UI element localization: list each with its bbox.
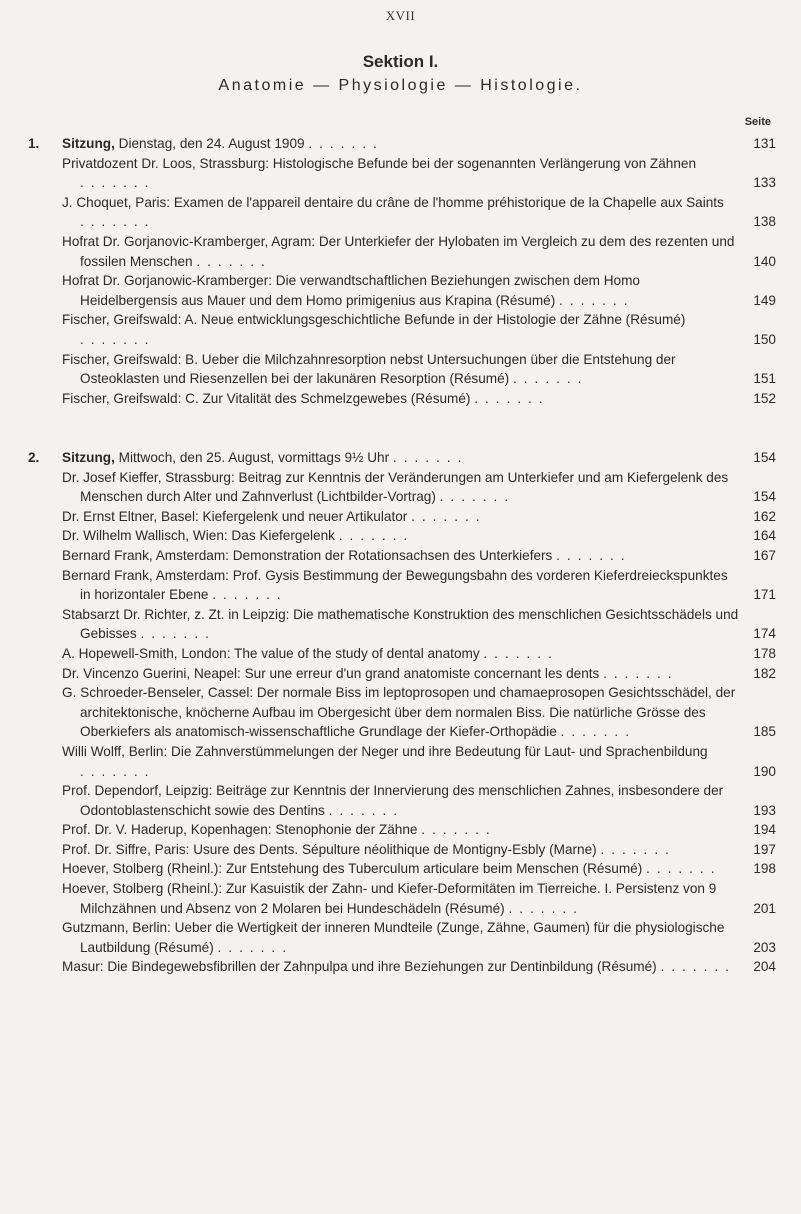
entry-title: Mittwoch, den 25. August, vormittags 9½ Uhr	[118, 450, 393, 465]
toc-entry	[28, 781, 776, 820]
toc-entry	[28, 820, 776, 840]
entry-text	[62, 605, 740, 644]
entry-page-number: 154	[753, 450, 776, 465]
toc-entry	[28, 310, 776, 349]
entry-page-number: 138	[753, 214, 776, 230]
entry-title: Fischer, Greifswald: B. Ueber die Milchzahnresorption nebst Untersuchungen über die Entstehung der Osteoklasten und Riesenzellen bei der lakunären Resorption (Résumé)	[62, 351, 676, 387]
entry-page-number: 185	[753, 724, 776, 740]
page-number: XVII	[385, 8, 416, 23]
leader-dots: .......	[328, 802, 405, 818]
entry-page-number: 150	[753, 331, 776, 347]
entry-page-number: 131	[753, 136, 776, 151]
toc-entry	[28, 840, 776, 860]
entry-text	[62, 742, 740, 781]
leader-dots: .......	[483, 645, 559, 661]
leader-dots: .......	[556, 547, 632, 563]
entry-page-number: 164	[753, 528, 776, 544]
entry-text	[62, 448, 740, 468]
leader-dots: .......	[411, 508, 487, 524]
entry-title: G. Schroeder-Benseler, Cassel: Der normale Biss im leptoprosopen und chamaeprosopen Gesichtsschädel, der architektonische, knöcherne Aufbau im Obergesicht über dem normalen Biss. Die natürliche Grösse des Oberkiefers als anatomisch-wissenschaftliche Grundlage der Kiefer-Orthopädie	[62, 685, 736, 740]
session-number: 2.	[28, 450, 40, 465]
entry-title: J. Choquet, Paris: Examen de l'appareil dentaire du crâne de l'homme préhistorique de la Chapelle aux Saints	[62, 194, 724, 210]
leader-dots: .......	[308, 136, 384, 151]
entry-page-number: 194	[753, 822, 776, 838]
entry-page-number: 193	[753, 802, 776, 818]
session-heading	[28, 134, 776, 154]
toc-entry	[28, 644, 776, 664]
entry-title: Willi Wolff, Berlin: Die Zahnverstümmelungen der Neger und ihre Bedeutung für Laut- und Sprachenbildung	[62, 743, 708, 759]
entry-text	[62, 271, 740, 310]
toc-entry	[28, 193, 776, 232]
entry-title: Dr. Josef Kieffer, Strassburg: Beitrag zur Kenntnis der Veränderungen am Unterkiefer und am Kiefergelenk des Menschen durch Alter und Zahnverlust (Lichtbilder-Vortrag)	[62, 469, 729, 505]
toc-entry	[28, 859, 776, 879]
leader-dots: .......	[508, 900, 584, 916]
entry-text	[62, 918, 740, 957]
toc-entry	[28, 507, 776, 527]
entry-page-number: 151	[753, 371, 776, 387]
entry-page-number: 174	[753, 626, 776, 642]
toc-entry	[28, 566, 776, 605]
session-2	[28, 448, 776, 977]
entry-text	[62, 134, 740, 154]
entry-title: Prof. Dr. Siffre, Paris: Usure des Dents. Sépulture néolithique de Montigny-Esbly (Marne)	[62, 841, 601, 857]
entry-page-number: 171	[753, 587, 776, 603]
leader-dots: .......	[80, 175, 156, 191]
entry-text	[62, 957, 740, 977]
entry-page-number: 140	[753, 253, 776, 269]
entry-page-number: 203	[753, 939, 776, 955]
toc-entry	[28, 350, 776, 389]
entry-title: Bernard Frank, Amsterdam: Prof. Gysis Bestimmung der Bewegungsbahn des vorderen Kieferdreieckspunktes in horizontaler Ebene	[62, 567, 728, 603]
entry-title: Gutzmann, Berlin: Ueber die Wertigkeit der inneren Mundteile (Zunge, Zähne, Gaumen) für die physiologische Lautbildung (Résumé)	[62, 920, 725, 955]
toc-entry	[28, 271, 776, 310]
toc-entry	[28, 742, 776, 781]
leader-dots: .......	[196, 253, 272, 269]
entry-text	[62, 781, 740, 820]
toc-entry	[28, 468, 776, 507]
entry-title: Hoever, Stolberg (Rheinl.): Zur Kasuistik der Zahn- und Kiefer-Deformitäten im Tierreiche. I. Persistenz von 9 Milchzähnen und Absenz von 2 Molaren bei Hundeschädeln (Résumé)	[62, 881, 717, 916]
entry-text	[62, 840, 740, 860]
entry-text	[62, 526, 740, 546]
session-1	[28, 134, 776, 408]
leader-dots: .......	[212, 587, 288, 603]
entry-title: A. Hopewell-Smith, London: The value of the study of dental anatomy	[62, 645, 484, 661]
leader-dots: .......	[140, 626, 216, 642]
entry-text	[62, 193, 740, 232]
entry-page-number: 178	[753, 645, 776, 661]
entry-title: Dr. Wilhelm Wallisch, Wien: Das Kiefergelenk	[62, 528, 339, 544]
column-header-seite: Seite	[744, 116, 771, 128]
entry-title: Prof. Dependorf, Leipzig: Beiträge zur Kenntnis der Innervierung des menschlichen Zahnes, insbesondere der Odontoblastenschicht sowie des Dentins	[62, 783, 724, 818]
leader-dots: .......	[603, 665, 679, 681]
entry-page-number: 204	[753, 959, 776, 975]
leader-dots: .......	[421, 822, 497, 838]
entry-text	[62, 820, 740, 840]
entry-title: Fischer, Greifswald: C. Zur Vitalität des Schmelzgewebes (Résumé)	[62, 390, 475, 406]
leader-dots: .......	[80, 214, 156, 230]
entry-page-number: 198	[753, 861, 776, 877]
entry-text	[62, 859, 740, 879]
session-label: Sitzung,	[62, 136, 119, 151]
entry-title: Stabsarzt Dr. Richter, z. Zt. in Leipzig: Die mathematische Konstruktion des menschlichen Gesichtsschädels und Gebisses	[62, 606, 739, 642]
entry-title: Hofrat Dr. Gorjanovic-Kramberger, Agram: Der Unterkiefer der Hylobaten im Vergleich zu dem des rezenten und fossilen Menschen	[62, 233, 735, 269]
entry-text	[62, 644, 740, 664]
entry-page-number: 154	[753, 489, 776, 505]
entry-page-number: 201	[753, 900, 776, 916]
entry-title: Bernard Frank, Amsterdam: Demonstration der Rotationsachsen des Unterkiefers	[62, 547, 557, 563]
entry-text	[62, 546, 740, 566]
entry-title: Dienstag, den 24. August 1909	[118, 136, 309, 151]
toc-entry	[28, 918, 776, 957]
entry-text	[62, 468, 740, 507]
toc-entry	[28, 879, 776, 918]
entry-title: Hoever, Stolberg (Rheinl.): Zur Entstehung des Tuberculum articulare beim Menschen (Résumé)	[62, 861, 647, 877]
section-subtitle: Anatomie — Physiologie — Histologie.	[218, 77, 583, 94]
entry-page-number: 162	[753, 508, 776, 524]
entry-text	[62, 154, 740, 193]
session-label: Sitzung,	[62, 450, 119, 465]
entry-page-number: 167	[753, 547, 776, 563]
session-number: 1.	[28, 136, 40, 151]
entry-text	[62, 879, 740, 918]
toc-entry	[28, 683, 776, 742]
leader-dots: .......	[560, 724, 636, 740]
leader-dots: .......	[439, 489, 516, 505]
entry-page-number: 197	[753, 841, 776, 857]
entry-text	[62, 507, 740, 527]
leader-dots: .......	[80, 331, 156, 347]
entry-page-number: 190	[753, 763, 776, 779]
leader-dots: .......	[80, 763, 156, 779]
leader-dots: .......	[512, 371, 589, 387]
entry-title: Privatdozent Dr. Loos, Strassburg: Histologische Befunde bei der sogenannten Verlängerung von Zähnen	[62, 155, 697, 171]
entry-title: Dr. Vincenzo Guerini, Neapel: Sur une erreur d'un grand anatomiste concernant les dents	[62, 665, 604, 681]
entry-title: Hofrat Dr. Gorjanowic-Kramberger: Die verwandtschaftlichen Beziehungen zwischen dem Homo Heidelbergensis aus Mauer und dem Homo primigenius aus Krapina (Résumé)	[62, 273, 640, 308]
toc-entry	[28, 546, 776, 566]
entry-text	[62, 389, 740, 409]
entry-text	[62, 350, 740, 389]
session-heading	[28, 448, 776, 468]
entry-text	[62, 683, 740, 742]
toc-entry	[28, 605, 776, 644]
entry-title: Prof. Dr. V. Haderup, Kopenhagen: Stenophonie der Zähne	[62, 822, 422, 838]
entry-text	[62, 232, 740, 271]
leader-dots: .......	[600, 841, 676, 857]
entry-page-number: 149	[753, 292, 776, 308]
leader-dots: .......	[474, 390, 550, 406]
leader-dots: .......	[217, 939, 293, 955]
leader-dots: .......	[338, 528, 415, 544]
leader-dots: .......	[392, 450, 469, 465]
entry-page-number: 152	[753, 390, 776, 406]
entry-text	[62, 664, 740, 684]
entry-title: Dr. Ernst Eltner, Basel: Kiefergelenk und neuer Artikulator	[62, 508, 412, 524]
entry-title: Masur: Die Bindegewebsfibrillen der Zahnpulpa und ihre Beziehungen zur Dentinbildung (Résumé)	[62, 959, 661, 975]
entry-title: Fischer, Greifswald: A. Neue entwicklungsgeschichtliche Befunde in der Histologie der Zähne (Résumé)	[62, 312, 686, 328]
toc-entry	[28, 526, 776, 546]
leader-dots: .......	[559, 292, 635, 308]
leader-dots: .......	[646, 861, 722, 877]
toc-entry	[28, 154, 776, 193]
entry-text	[62, 566, 740, 605]
toc-entry	[28, 389, 776, 409]
entry-text	[62, 310, 740, 349]
leader-dots: .......	[660, 959, 736, 975]
section-title: Sektion I.	[362, 52, 439, 71]
entry-page-number: 182	[753, 665, 776, 681]
toc-entry	[28, 232, 776, 271]
toc-entry	[28, 664, 776, 684]
toc-entry	[28, 957, 776, 977]
entry-page-number: 133	[753, 175, 776, 191]
